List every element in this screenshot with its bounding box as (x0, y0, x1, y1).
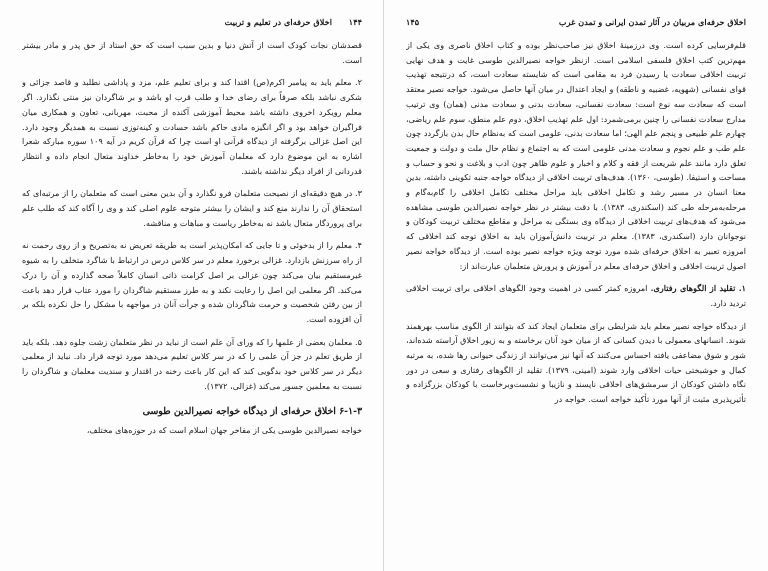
left-page-body (22, 38, 362, 565)
list-item: ۳. در هیچ دقیقه‌ای از نصیحت متعلمان فرو نگذارد و آن بدین معنی است که متعلمان را از مرتبه‌ای که استحقاق آن را ندارند منع کند و ایشان را بیشتر متوجه علوم اصلی کند و وی را آگاه کند که طلب علم برای پروردگار متعال باشد نه به‌خاطر ریاست و مباهات و مناقشه. (22, 188, 362, 228)
list-item: ۴. معلم را از بدخوئی و تا جایی که امکان‌پذیر است به طریقه تعریض نه به‌تصریح و از روی رحمت نه از راه سرزنش بازدارد. غزالی برخورد معلم در سر کلاس درس در ارتباط با شاگرد متخلف را به شیوه غیرمستقیم بیان می‌کند چون غزالی بر اصل کرامت ذاتی انسان کاملاً صحه گذارده و آن را درک می‌کند. اگر معلمی این اصل را رعایت نکند و به طرز مستقیم شاگردان را مورد عتاب قرار دهد باعث از بین رفتن شخصیت و حرمت شاگردان شده و جرأت آنان در مواجهه با مشکل را حل نکرده بلکه بر آن افزوده است. (22, 240, 362, 324)
paragraph: از دیدگاه خواجه نصیر معلم باید شرایطی برای متعلمان ایجاد کند که بتوانند از الگوی مناسب بهرهمند شوند. انسانهای معمولی با دیدن کسانی که از میان خود آنان برخاسته و به زیور اخلاق آراسته شده‌اند، شور و شوق مضاعفی یافته احساس می‌کنند که آنها نیز می‌توانند از زندگی حیوانی رها شده، به مرتبه کمال و خوشبختی حیات اخلاقی وارد شوند (امینی، ۱۳۷۹). تقلید از الگوهای رفتاری و سعی در دور نگاه داشتن کودکان از سرمشق‌های اخلاقی ناپسند و نازیبا و نشست‌وبرخاست با کودکان بزرگزاده و تأثیرپذیری مثبت از آنها مورد تأکید خواجه است. خواجه در (406, 320, 746, 405)
point-text: امروزه کمتر کسی در اهمیت وجود الگوهای اخلاقی برای تربیت اخلاقی تردید دارد. (406, 283, 746, 308)
point-title: ۱. تقلید از الگوهای رفتاری. (650, 283, 746, 294)
list-item (406, 281, 746, 310)
right-page-body (406, 38, 746, 565)
running-head: اخلاق حرفه‌ای مربیان در آثار تمدن ایرانی و تمدن غرب (558, 17, 746, 27)
page-number: ۱۴۵ (406, 17, 420, 27)
running-head: اخلاق حرفه‌ای در تعلیم و تربیت (224, 17, 332, 27)
page-number: ۱۴۴ (348, 17, 362, 27)
paragraph: قصدشان نجات کودک است از آتش دنیا و بدین سبب است که حق استاد از حق پدر و مادر بیشتر است. (22, 40, 362, 65)
paragraph: قلم‌فرسایی کرده است. وی درزمینهٔ اخلاق نیز صاحب‌نظر بوده و کتاب اخلاق ناصری وی یکی از مهم‌ترین کتب اخلاق فلسفی اسلامی است. ازنظر خواجه نصیرالدین طوسی غایت و هدف نهایی تربیت اخلاقی سعادت یا رسیدن فرد به مقامی است که شایسته سعادت است، که درنتیجه تهذیب قوای نفسانی (شهویه، غضبیه و ناطقه) و ایجاد اعتدال در میان آنها حاصل می‌شود. خواجه نصیر معتقد است که سعادت سه نوع است: سعادت نفسانی، سعادت بدنی و سعادت مدنی (همان) وی ترتیب مدارج سعادت نفسانی را چنین برمی‌شمرد: اول علم تهذیب اخلاق، دوم علم منطق، سوم علم ریاضی، چهارم علم طبیعی و پنجم علم الهی؛ اما سعادت بدنی، علومی است که به‌نظام حال بدن بازگردد چون علم طب و علم نجوم و سعادت مدنی علومی است که به اجتماع و نظام حال ملت و دولت و جمعیت تعلق دارد مانند علم شریعت از فقه و کلام و اخبار و علوم ظاهر چون ادب و بلاغت و نحو و حساب و مساحت و استیفا. (طوسی، ۱۳۶۰). هدف‌های تربیت اخلاقی از دیدگاه خواجه جنبه تکوینی داشته، بدین معنا انسان در مسیر رشد و تکامل اخلاقی باید مراحل مختلف تکامل اخلاقی را گام‌به‌گام و مرحله‌به‌مرحله طی کند (اسکندری، ۱۳۸۳). با دقت بیشتر در نظر خواجه نصیرالدین طوسی مشاهده می‌شود که هدف‌های تربیت اخلاقی از دیدگاه وی بستگی به مراحل و مقاطع مختلف تربیت کودکان و نوجوانان دارد (اسکندری، ۱۳۸۳). معلم در تربیت دانش‌آموزان باید به اخلاق توجه کند اخلاقی که امروزه تعبیر به اخلاق حرفه‌ای شده مورد توجه ویژه خواجه نصیر بوده است. از دیدگاه خواجه نصیر اصول تربیت اخلاقی و اخلاق حرفه‌ای معلم در آموزش و پرورش متعلمان عبارت‌اند از: (406, 40, 746, 271)
right-page (384, 0, 768, 571)
list-item: ۲. معلم باید به پیامبر اکرم(ص) اقتدا کند و برای تعلیم علم، مزد و پاداشی نطلبد و قاصد جزائی و شکری نباشد بلکه صرفاً برای رضای خدا و طلب قرب او باشد و بر شاگردان نیز منتی نگذارد. اگر معلم رویکرد اخروی داشته باشد محیط آموزشی آکنده از محبت، مهربانی، تعاون و همکاری میان فراگیران خواهد بود و اگر انگیزه مادی حاکم باشد حسادت و کینه‌توزی نسبت به همدیگر وجود دارد. این اصل غزالی برگرفته از دیدگاه قرآنی او است چرا که قرآن کریم در آیه ۱۰۹ سوره مبارکه شعرا اشاره به این موضوع دارد که معلمان آموزش خود را به‌خاطر خداوند متعال انجام داده و انتظار قدردانی از افراد دیگر نداشته باشند. (22, 77, 362, 176)
right-page-header (406, 17, 746, 31)
section-heading: ۶-۱-۳ اخلاق حرفه‌ای از دیدگاه خواجه نصیرالدین طوسی (142, 406, 362, 418)
paragraph: خواجه نصیرالدین طوسی یکی از مفاخر جهان اسلام است که در حوزه‌های مختلف، (86, 425, 362, 436)
left-page-header (22, 17, 362, 31)
list-item: ۵. معلمان بعضی از علمها را که ورای آن علم است از نباید در نظر متعلمان زشت جلوه دهد. بلکه باید از طریق تعلم در جز آن علمی را که در سر کلاس تعلیم می‌دهد مورد توجه قرار داد. نباید از معلمی دیگر در سر کلاس خود بدگویی کند که این کار باعث رخنه در اقتدار و سندیت معلمان و شاگردان را نسبت به معلمین جسور می‌کند (غزالی، ۱۳۷۲). (22, 336, 362, 391)
